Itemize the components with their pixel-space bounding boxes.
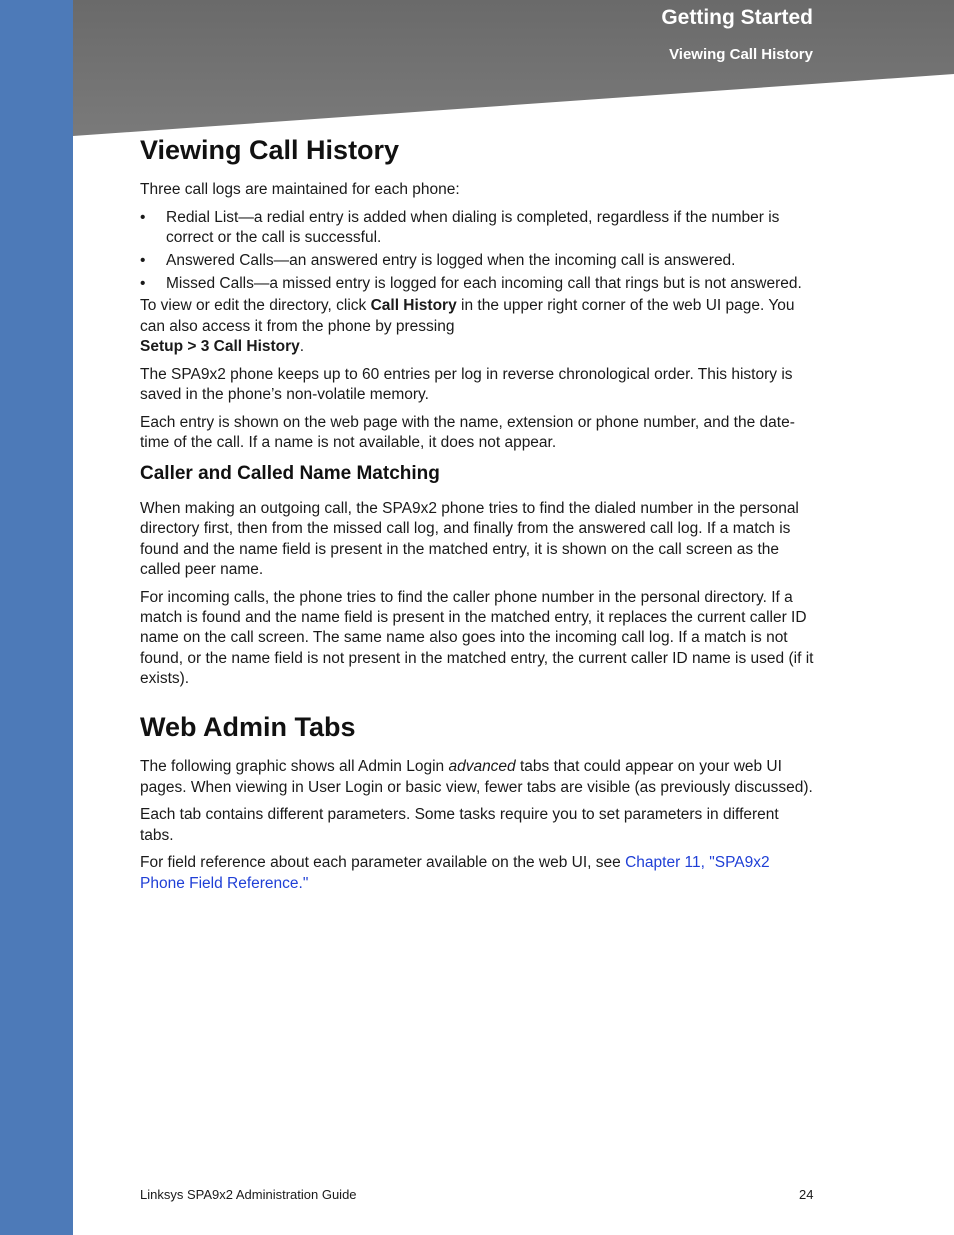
list-item: • Missed Calls—a missed entry is logged for each incoming call that rings but is not answered.	[140, 274, 814, 294]
heading-web-admin-tabs: Web Admin Tabs	[140, 712, 356, 743]
call-history-access-paragraph: To view or edit the directory, click Call History in the upper right corner of the web UI page. You can also access it from the phone by pressing Setup > 3 Call History.	[140, 297, 795, 356]
tab-parameters-paragraph: Each tab contains different parameters. Some tasks require you to set parameters in different tabs.	[140, 806, 779, 844]
page-content	[140, 132, 814, 902]
left-sidebar-band	[0, 0, 73, 1235]
field-reference-paragraph: For field reference about each parameter available on the web UI, see Chapter 11, "SPA9x2 Phone Field Reference."	[140, 854, 770, 892]
entry-display-paragraph: Each entry is shown on the web page with the name, extension or phone number, and the date-time of the call. If a name is not available, it does not appear.	[140, 413, 795, 452]
list-item: • Answered Calls—an answered entry is logged when the incoming call is answered.	[140, 251, 814, 271]
phone-menu-path: Setup > 3 Call History	[140, 338, 300, 356]
header-band-shape	[73, 0, 954, 136]
bullet-icon: •	[140, 274, 146, 292]
heading-viewing-call-history: Viewing Call History	[140, 135, 400, 165]
bullet-icon: •	[140, 251, 146, 269]
incoming-call-paragraph: For incoming calls, the phone tries to find the caller phone number in the personal directory. If a match is found and the name field is present in the matched entry, it replaces the current caller ID name on the call screen. The same name also goes into the incoming call log. If a match is not found, or the name field is not present in the matched entry, the current caller ID name is used (if it exists).	[140, 588, 814, 687]
outgoing-call-paragraph: When making an outgoing call, the SPA9x2 phone tries to find the dialed number in the personal directory first, then from the missed call log, and finally from the answered call log. If a match is found and the name field is present in the matched entry, it is shown on the call screen as the called peer name.	[140, 500, 799, 578]
header-band	[73, 0, 954, 136]
call-history-term: Call History	[370, 297, 457, 315]
admin-tabs-paragraph: The following graphic shows all Admin Login advanced tabs that could appear on your web UI pages. When viewing in User Login or basic view, fewer tabs are visible (as previously discussed).	[140, 758, 813, 796]
bullet-icon: •	[140, 208, 146, 226]
heading-name-matching: Caller and Called Name Matching	[140, 463, 440, 485]
call-log-list	[140, 208, 814, 294]
chapter-11-link[interactable]: Chapter 11, "SPA9x2 Phone Field Reference."	[140, 854, 770, 892]
page-number: 24	[799, 1187, 814, 1202]
intro-paragraph: Three call logs are maintained for each phone:	[140, 181, 460, 198]
section-breadcrumb: Viewing Call History	[669, 46, 813, 63]
list-item: • Redial List—a redial entry is added when dialing is completed, regardless if the number is correct or the call is successful.	[140, 208, 780, 247]
chapter-title: Getting Started	[661, 6, 813, 29]
history-capacity-paragraph: The SPA9x2 phone keeps up to 60 entries per log in reverse chronological order. This history is saved in the phone’s non-volatile memory.	[140, 365, 793, 404]
footer-guide-title: Linksys SPA9x2 Administration Guide	[140, 1187, 357, 1202]
